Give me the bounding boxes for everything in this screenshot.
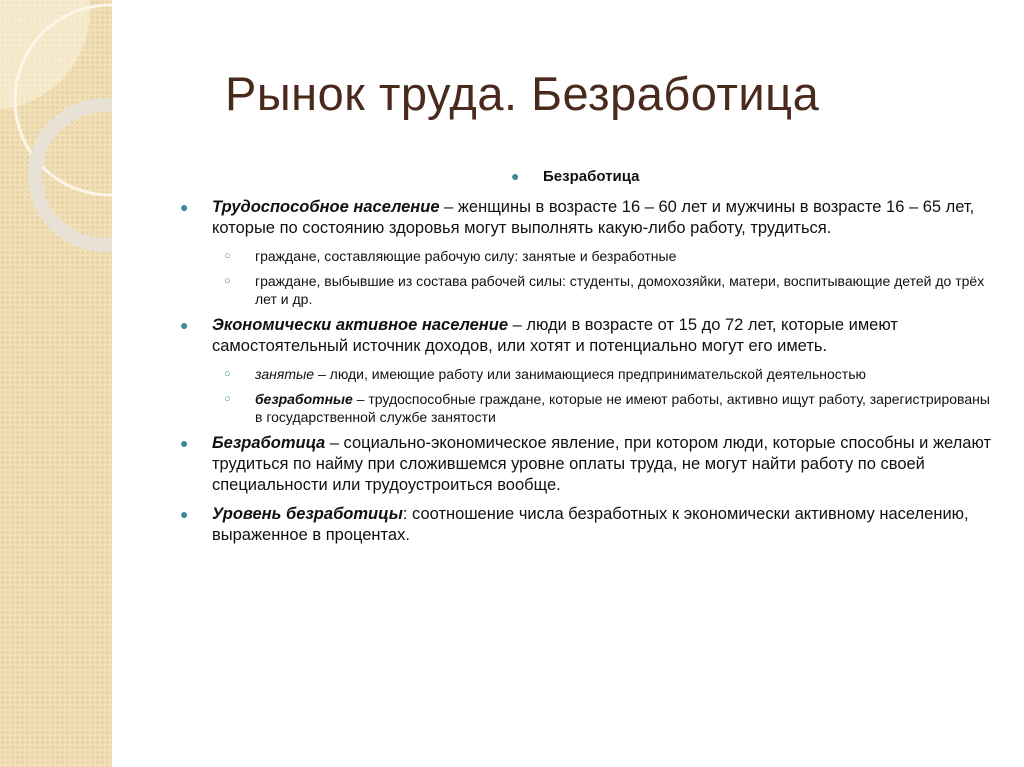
circle-bullet-icon: ○ [224, 393, 231, 405]
definition: – женщины в возрасте 16 – 60 лет и мужчины в возрасте 16 – 65 лет, которые по состоянию здоровья могут выполнять какую-либо работу, трудиться. [212, 198, 975, 237]
bullet-icon: ● [180, 317, 189, 333]
list-item [180, 197, 1000, 239]
decorative-circles [0, 0, 112, 767]
sub-term: занятые [255, 366, 315, 382]
term: Безработица [212, 434, 326, 452]
sub-text: – люди, имеющие работу или занимающиеся предпринимательской деятельностью [314, 366, 866, 382]
slide-title: Рынок труда. Безработица [225, 67, 820, 120]
list-item [180, 433, 1000, 496]
definition: – люди в возрасте от 15 до 72 лет, которые имеют самостоятельный источник доходов, или хотят и потенциально могут его иметь. [212, 316, 898, 355]
circle-bullet-icon: ○ [224, 275, 231, 287]
definition: – социально-экономическое явление, при котором люди, которые способны и желают трудиться по найму при сложившемся уровне оплаты труда, не могут найти работу по своей специальности или трудоустроиться вообще. [212, 434, 992, 494]
sub-term: безработные [255, 391, 353, 407]
circle-bullet-icon: ○ [224, 250, 231, 262]
list-item [180, 504, 1000, 546]
bullet-icon: ● [180, 199, 189, 215]
term: Трудоспособное население [212, 198, 440, 216]
decorative-sidebar [0, 0, 112, 767]
heading-bullet [180, 166, 1000, 187]
list-item [180, 315, 1000, 357]
sub-text: граждане, составляющие рабочую силу: занятые и безработные [255, 248, 677, 264]
slide-content [180, 166, 1000, 554]
bullet-icon: ● [180, 435, 189, 451]
heading-text: Безработица [543, 168, 640, 185]
sub-list-item [180, 247, 1000, 265]
sub-text: граждане, выбывшие из состава рабочей силы: студенты, домохозяйки, матери, воспитывающие детей до трёх лет и др. [255, 273, 985, 307]
bullet-icon: ● [180, 506, 189, 522]
definition: : соотношение числа безработных к экономически активному населению, выраженное в процентах. [212, 505, 969, 544]
term: Уровень безработицы [212, 505, 403, 523]
bullet-icon: ● [511, 168, 520, 184]
circle-bullet-icon: ○ [224, 368, 231, 380]
sub-list-item [180, 390, 1000, 426]
sub-list-item [180, 272, 1000, 308]
term: Экономически активное население [212, 316, 509, 334]
sub-text: – трудоспособные граждане, которые не имеют работы, активно ищут работу, зарегистрированы в государственной службе занятости [255, 391, 990, 425]
sub-list-item [180, 365, 1000, 383]
